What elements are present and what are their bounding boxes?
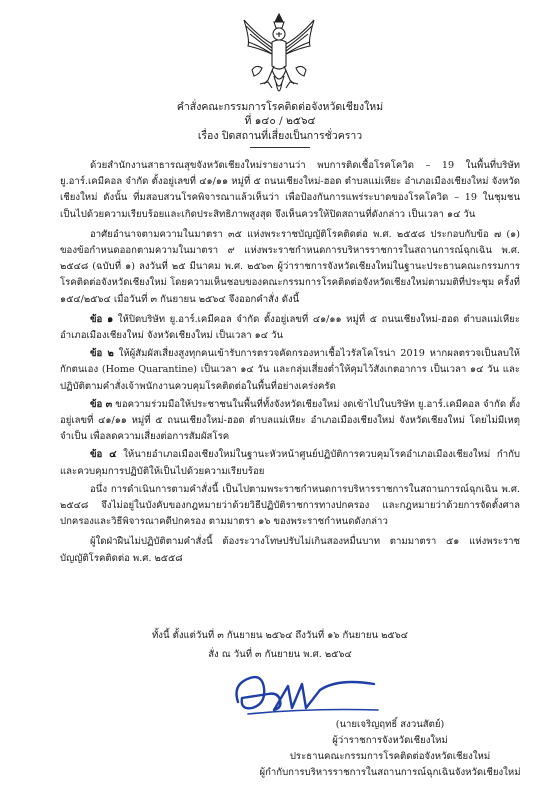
order-subject: เรื่อง ปิดสถานที่เสี่ยงเป็นการชั่วคราว <box>197 130 363 142</box>
clause-1 <box>60 312 520 344</box>
garuda-emblem-icon <box>238 10 320 102</box>
clause-2-label: ข้อ ๒ <box>90 348 114 360</box>
paragraph-legal-note: อนึ่ง การดำเนินการตามคำสั่งนี้ เป็นไปตามพระราชกำหนดการบริหารราชการในสถานการณ์ฉุกเฉิน พ.ศ. ๒๕๔๘ จึงไม่อยู่ในบังคับของกฎหมายว่าด้วยวิธีปฏิบัติราชการทางปกครอง และกฎหมายว่าด้วยการจัดตั้งศาลปกครองและวิธีพิจารณาคดีปกครอง ตามมาตรา ๑๖ ของพระราชกำหนดดังกล่าว <box>60 483 520 528</box>
clause-1-text: ให้ปิดบริษัท ยู.อาร์.เคมีคอล จำกัด ตั้งอยู่เลขที่ ๔๑/๑๑ หมู่ที่ ๕ ถนนเชียงใหม่-ฮอด ตำบลแม่เหียะ อำเภอเมืองเชียงใหม่ จังหวัดเชียงใหม่ เป็นเวลา ๑๔ วัน <box>60 313 520 342</box>
paragraph-authority: อาศัยอำนาจตามความในมาตรา ๓๕ แห่งพระราชบัญญัติโรคติดต่อ พ.ศ. ๒๕๕๘ ประกอบกับข้อ ๗ (๑) ของข้อกำหนดออกตามความในมาตรา ๙ แห่งพระราชกำหนดการบริหารราชการในสถานการณ์ฉุกเฉิน พ.ศ. ๒๕๔๘ (ฉบับที่ ๑) ลงวันที่ ๒๕ มีนาคม พ.ศ. ๒๕๖๓ ผู้ว่าราชการจังหวัดเชียงใหม่ในฐานะประธานคณะกรรมการโรคติดต่อจังหวัดเชียงใหม่ โดยความเห็นชอบของคณะกรรมการโรคติดต่อจังหวัดเชียงใหม่ตามมติที่ประชุม ครั้งที่ ๑๕๔/๒๕๖๔ เมื่อวันที่ ๓ กันยายน ๒๕๖๔ จึงออกคำสั่ง ดังนี้ <box>60 228 520 305</box>
effective-dates: ทั้งนี้ ตั้งแต่วันที่ ๓ กันยายน ๒๕๖๔ ถึงวันที่ ๑๖ กันยายน ๒๕๖๔ <box>151 630 409 641</box>
handwritten-signature <box>228 664 388 722</box>
signer-name: (นายเจริญฤทธิ์ สงวนสัตย์) <box>335 719 445 730</box>
order-date: สั่ง ณ วันที่ ๓ กันยายน พ.ศ. ๒๕๖๔ <box>208 649 352 660</box>
order-number: ที่ ๑๔๐ / ๒๕๖๔ <box>244 115 316 127</box>
order-issuer: คำสั่งคณะกรรมการโรคติดต่อจังหวัดเชียงใหม่ <box>176 101 384 113</box>
clause-4-text: ให้นายอำเภอเมืองเชียงใหม่ในฐานะหัวหน้าศูนย์ปฏิบัติการควบคุมโรคอำเภอเมืองเชียงใหม่ กำกับ และควบคุมการปฏิบัติให้เป็นไปด้วยความเรียบร้อย <box>60 449 520 477</box>
clause-2 <box>60 346 520 395</box>
clause-3-label: ข้อ ๓ <box>90 398 113 410</box>
paragraph-background: ด้วยสำนักงานสาธารณสุขจังหวัดเชียงใหม่รายงานว่า พบการติดเชื้อโรคโควิด – 19 ในพื้นที่บริษัท ยู.อาร์.เคมีคอล จำกัด ตั้งอยู่เลขที่ ๔๑/๑๑ หมู่ที่ ๕ ถนนเชียงใหม่-ฮอด ตำบลแม่เหียะ อำเภอเมืองเชียงใหม่ จังหวัดเชียงใหม่ ดังนั้น ที่มสอบสวนโรคพิจารณาแล้วเห็นว่า เพื่อป้องกันการแพร่ระบาดของโรคโควิด – 19 ในชุมชน เป็นไปด้วยความเรียบร้อยและเกิดประสิทธิภาพสูงสุด จึงเห็นควรให้ปิดสถานที่ดังกล่าว เป็นเวลา ๑๔ วัน <box>60 160 520 220</box>
clause-4 <box>60 447 520 479</box>
header-divider <box>250 147 310 148</box>
clause-2-text: ให้ผู้สัมผัสเสี่ยงสูงทุกคนเข้ารับการตรวจคัดกรองหาเชื้อไวรัสโคโรน่า 2019 หากผลตรวจเป็นลบให้กักตนเอง (Home Quarantine) เป็นเวลา ๑๔ วัน และกลุ่มเสี่ยงต่ำให้คุมไว้สังเกตอาการ เป็นเวลา ๑๔ วัน และปฏิบัติตามคำสั่งเจ้าพนักงานควบคุมโรคติดต่อในพื้นที่อย่างเคร่งครัด <box>60 348 520 392</box>
clause-4-label: ข้อ ๔ <box>90 449 117 461</box>
clause-3 <box>60 397 520 446</box>
paragraph-penalty: ผู้ใดฝ่าฝืนไม่ปฏิบัติตามคำสั่งนี้ ต้องระวางโทษปรับไม่เกินสองหมื่นบาท ตามมาตรา ๕๑ แห่งพระราชบัญญัติโรคติดต่อ พ.ศ. ๒๕๕๘ <box>60 536 520 564</box>
signer-title-emergency: ผู้กำกับการบริหารราชการในสถานการณ์ฉุกเฉินจังหวัดเชียงใหม่ <box>259 767 521 778</box>
clause-1-label: ข้อ ๑ <box>90 313 114 325</box>
order-body <box>60 158 520 571</box>
signer-title-chair: ประธานคณะกรรมการโรคติดต่อจังหวัดเชียงใหม่ <box>289 751 491 762</box>
signer-title-governor: ผู้ว่าราชการจังหวัดเชียงใหม่ <box>332 735 448 746</box>
clause-3-text: ขอความร่วมมือให้ประชาชนในพื้นที่ทั้งจังหวัดเชียงใหม่ งดเข้าไปในบริษัท ยู.อาร์.เคมีคอล จำกัด ตั้งอยู่เลขที่ ๔๑/๑๑ หมู่ที่ ๕ ถนนเชียงใหม่-ฮอด ตำบลแม่เหียะ อำเภอเมืองเชียงใหม่ จังหวัดเชียงใหม่ โดยไม่มีเหตุจำเป็น เพื่อลดความเสี่ยงต่อการสัมผัสโรค <box>60 398 521 443</box>
